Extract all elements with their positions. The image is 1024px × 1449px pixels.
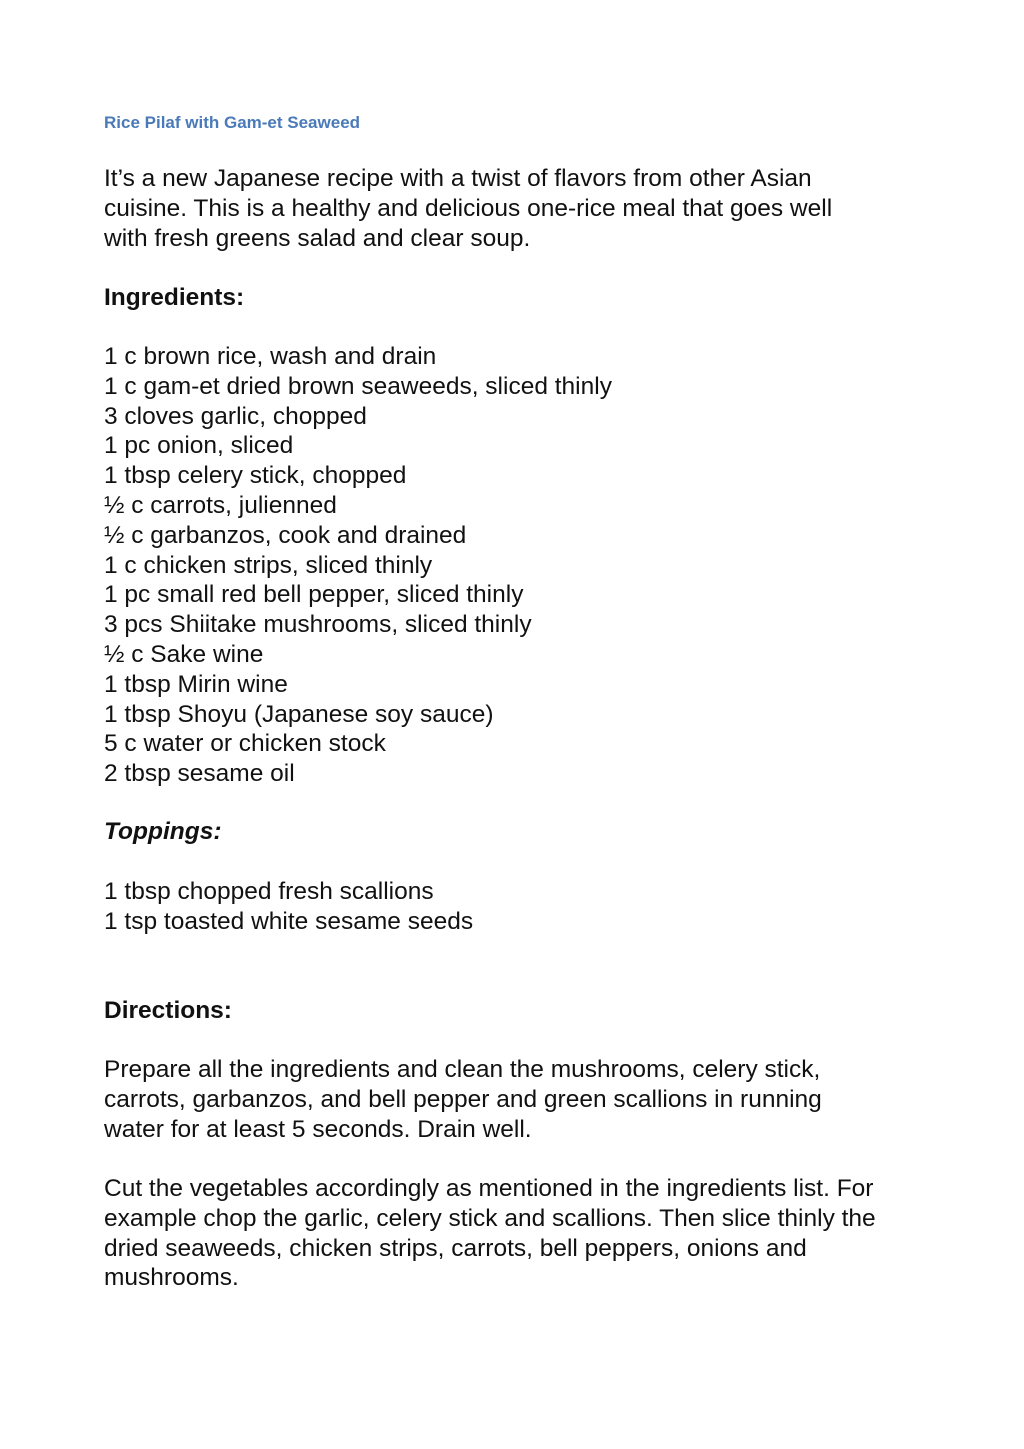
directions-line: carrots, garbanzos, and bell pepper and green scallions in running (104, 1085, 822, 1113)
ingredient-item: ½ c garbanzos, cook and drained (104, 521, 467, 549)
ingredient-item: 3 cloves garlic, chopped (104, 402, 367, 430)
intro-line: with fresh greens salad and clear soup. (104, 224, 531, 252)
ingredient-item: 1 c chicken strips, sliced thinly (104, 551, 433, 579)
ingredient-item: ½ c Sake wine (104, 640, 264, 668)
ingredient-item: 1 tbsp Mirin wine (104, 670, 288, 698)
directions-line: Prepare all the ingredients and clean the mushrooms, celery stick, (104, 1056, 821, 1083)
directions-paragraph-2 (104, 1174, 944, 1293)
ingredient-item: 1 tbsp Shoyu (Japanese soy sauce) (104, 700, 494, 728)
directions-line: dried seaweeds, chicken strips, carrots, bell peppers, onions and (104, 1234, 807, 1262)
ingredient-item: 3 pcs Shiitake mushrooms, sliced thinly (104, 611, 532, 639)
topping-item: 1 tbsp chopped fresh scallions (104, 878, 434, 905)
ingredient-item: 5 c water or chicken stock (104, 730, 386, 758)
ingredients-list (104, 342, 944, 789)
topping-item: 1 tsp toasted white sesame seeds (104, 907, 474, 935)
ingredient-item: 1 pc small red bell pepper, sliced thinly (104, 581, 524, 609)
ingredient-item: 1 c gam-et dried brown seaweeds, sliced thinly (104, 372, 612, 400)
ingredient-item: ½ c carrots, julienned (104, 491, 337, 519)
directions-paragraph-1 (104, 1055, 944, 1144)
directions-heading: Directions: (104, 997, 232, 1024)
recipe-title: Rice Pilaf with Gam-et Seaweed (104, 113, 361, 132)
ingredient-item: 1 pc onion, sliced (104, 432, 294, 460)
ingredients-heading: Ingredients: (104, 284, 245, 311)
toppings-list (104, 877, 944, 937)
intro-paragraph (104, 164, 944, 253)
intro-line: It’s a new Japanese recipe with a twist of flavors from other Asian (104, 165, 812, 192)
ingredient-item: 1 tbsp celery stick, chopped (104, 462, 407, 490)
directions-line: mushrooms. (104, 1264, 239, 1292)
directions-line: water for at least 5 seconds. Drain well. (104, 1115, 532, 1143)
directions-line: example chop the garlic, celery stick and scallions. Then slice thinly the (104, 1204, 876, 1232)
toppings-heading: Toppings: (104, 818, 222, 845)
ingredient-item: 2 tbsp sesame oil (104, 760, 295, 788)
ingredient-item: 1 c brown rice, wash and drain (104, 343, 437, 370)
intro-line: cuisine. This is a healthy and delicious one-rice meal that goes well (104, 194, 833, 222)
directions-line: Cut the vegetables accordingly as mentioned in the ingredients list. For (104, 1175, 874, 1202)
